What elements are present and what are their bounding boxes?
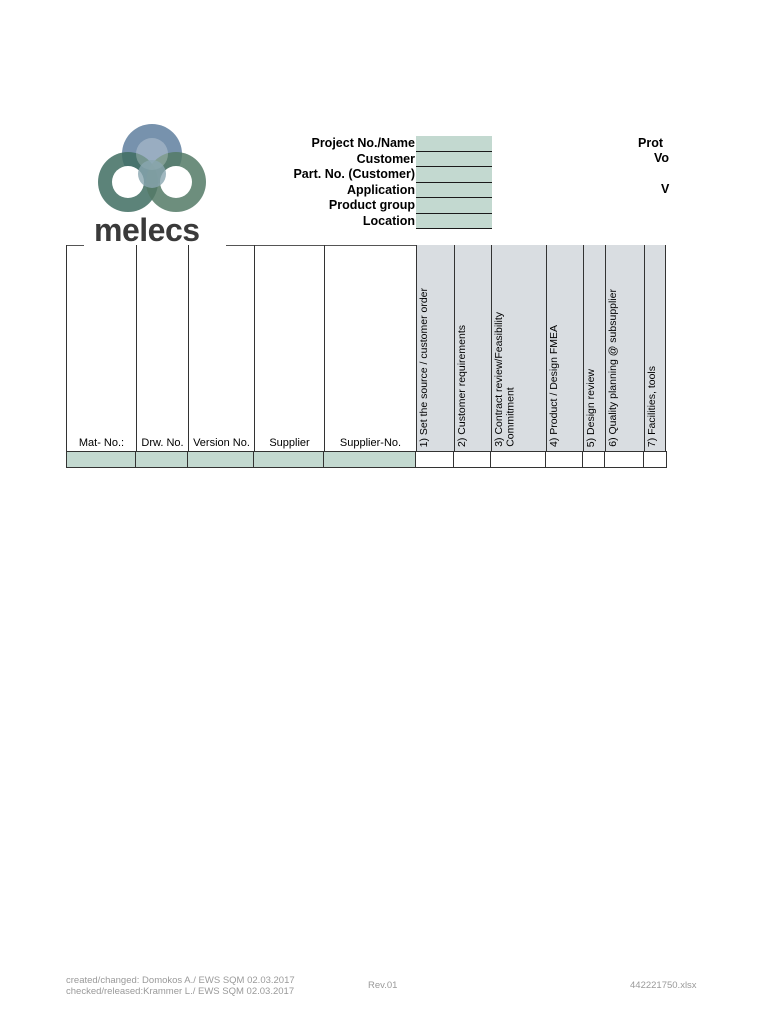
cell-process-5[interactable] [582,451,605,468]
col-process-2 [454,245,491,451]
col-process-7 [644,245,666,451]
cell-supplier-no[interactable] [323,451,416,468]
col-process-1 [416,245,454,451]
col-mat-no-label: Mat- No.: [78,437,125,449]
cell-process-2[interactable] [453,451,491,468]
col-version-no-label: Version No. [193,437,250,449]
cell-process-6[interactable] [604,451,644,468]
cut-label-1: Prot [638,136,663,150]
application-field[interactable] [416,183,492,199]
cell-mat-no[interactable] [66,451,136,468]
col-process-4-label: 4) Product / Design FMEA [548,325,560,447]
col-supplier-no [324,245,416,451]
label-customer: Customer [356,151,415,166]
label-application: Application [346,182,415,197]
cell-supplier[interactable] [253,451,324,468]
col-process-6-label: 6) Quality planning @ subsupplier [607,289,619,447]
col-drw-no [136,245,188,451]
cell-drw-no[interactable] [135,451,188,468]
project-header-fields [416,136,492,229]
col-process-3-label: 3) Contract review/Feasibility Commitment [493,312,517,447]
col-process-5 [583,245,605,451]
logo-wordmark: melecs [94,212,200,248]
project-no-field[interactable] [416,136,492,152]
col-process-4 [546,245,583,451]
logo-mark-icon [88,118,228,218]
cut-label-3: V [661,182,670,196]
col-process-1-label: 1) Set the source / customer order [418,287,430,447]
cell-process-1[interactable] [415,451,454,468]
col-supplier [254,245,324,451]
footer-created: created/changed: Domokos A./ EWS SQM 02.03.2017 [66,975,295,986]
col-process-3 [491,245,546,451]
cell-version-no[interactable] [187,451,254,468]
col-mat-no [66,245,136,451]
footer-filename: 442221750.xlsx [630,980,697,991]
col-supplier-no-label: Supplier-No. [339,437,402,449]
col-drw-no-label: Drw. No. [141,437,184,449]
col-version-no [188,245,254,451]
part-no-field[interactable] [416,167,492,183]
cell-process-3[interactable] [490,451,546,468]
col-process-5-label: 5) Design review [585,368,597,447]
col-supplier-label: Supplier [269,437,310,449]
footer-checked: checked/released:Krammer L./ EWS SQM 02.03.2017 [66,986,295,997]
label-part-no: Part. No. (Customer) [293,167,415,181]
customer-field[interactable] [416,152,492,168]
footer-revision: Rev.01 [368,980,398,991]
label-location: Location [362,213,415,228]
project-header-labels [293,136,415,229]
cell-process-7[interactable] [643,451,667,468]
col-process-7-label: 7) Facilities, tools [646,365,658,447]
label-product-group: Product group [328,198,415,212]
product-group-field[interactable] [416,198,492,214]
cell-process-4[interactable] [545,451,583,468]
col-process-2-label: 2) Customer requirements [456,325,468,447]
label-project-no: Project No./Name [311,136,415,150]
cut-label-2: Vo [654,151,670,165]
location-field[interactable] [416,214,492,230]
col-process-6 [605,245,644,451]
